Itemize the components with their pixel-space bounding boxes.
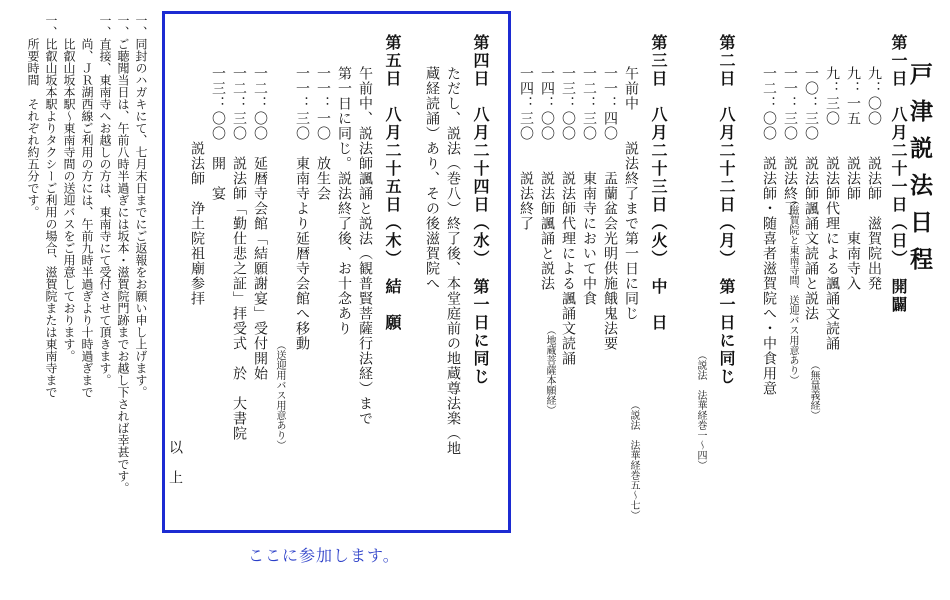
note-2: 一、ご聴聞当日は、午前八時半過ぎには坂本・滋賀院門跡までお越し下されば幸甚です。	[116, 14, 130, 494]
day1-sutra-note: （無量義経）	[808, 360, 819, 420]
note-3: 一、直接、東南寺へお越しの方は、東南寺にて受付させて頂きます。	[98, 14, 112, 386]
day3-sutra-note: （説法 法華経巻五〜七）	[628, 400, 639, 520]
day3-sutra-note-2: （地蔵菩薩本願経）	[544, 325, 555, 415]
day1-line-5: 一一：三〇 説法終了	[782, 66, 798, 216]
day1-line-2: 九：一五 説法師 東南寺入	[845, 66, 861, 291]
day5-line-2: 第一日に同じ。説法終了後、お十念あり	[336, 66, 352, 336]
note-1: 一、同封のハガキにて、七月末日までにご返報をお願い申し上げます。	[134, 14, 148, 398]
day5-line-3: 一一：一〇 放生会	[315, 66, 331, 201]
note-5: 比叡山坂本駅〜東南寺間の送迎バスをご用意しております。	[62, 14, 76, 362]
participation-caption: ここに参加します。	[248, 546, 400, 565]
day5-line-4: 一一：三〇 東南寺より延暦寺会館へ移動	[294, 66, 310, 351]
day1-line-4: 一〇：三〇 説法師諷誦文読誦と説法	[803, 66, 819, 321]
day1-line-3: 九：三〇 説法師代理による諷誦文読誦	[824, 66, 840, 351]
day1-bus-note: （滋賀院と東南寺間、送迎バス用意あり）	[787, 195, 798, 385]
day1-line-1: 九：〇〇 説法師 滋賀院出発	[866, 66, 882, 291]
day5-heading: 第五日 八月二十五日（木） 結 願	[383, 34, 402, 332]
note-7: 所要時間 それぞれ約五分です。	[26, 14, 40, 218]
day5-line-8: 説法師 浄土院祖廟参拝	[189, 66, 205, 306]
document-title: 戸津説法日程	[906, 62, 933, 284]
day5-line-6: 一二：三〇 説法師「勤仕悲之証」拝受式 於 大書院	[231, 66, 247, 441]
note-4: 尚、ＪＲ湖西線ご利用の方には、午前九時半過ぎより十時過ぎまで	[80, 14, 94, 398]
day5-line-1: 午前中、説法師諷誦と説法（観普賢菩薩行法経）まで	[357, 66, 373, 426]
day5-line-7: 一三：〇〇 開 宴	[210, 66, 226, 201]
day3-line-2: 一一：四〇 盂蘭盆会光明供施餓鬼法要	[602, 66, 618, 351]
day4-line-2: 蔵経読誦）あり、その後滋賀院へ	[424, 66, 440, 291]
day1-heading: 第一日 八月二十一日（日） 開闢	[889, 34, 908, 314]
day3-heading: 第三日 八月二十三日（火） 中 日	[649, 34, 668, 332]
end-mark: 以 上	[167, 440, 183, 485]
day5-bus-note: （送迎用バス用意あり）	[274, 340, 285, 450]
day3-line-6: 一四：三〇 説法終了	[518, 66, 534, 231]
day2-heading: 第二日 八月二十二日（月） 第一日に同じ	[717, 34, 736, 386]
day4-heading: 第四日 八月二十四日（水） 第一日に同じ	[471, 34, 490, 386]
day3-line-4: 一三：〇〇 説法師代理による諷誦文読誦	[560, 66, 576, 366]
day1-line-6: 一二：〇〇 説法師・随喜者滋賀院へ・中食用意	[761, 66, 777, 396]
day3-line-5: 一四：〇〇 説法師諷誦と説法	[539, 66, 555, 291]
day4-line-1: ただし、説法（巻八）終了後、本堂庭前の地蔵尊法楽（地	[445, 66, 461, 456]
day3-line-3: 一二：三〇 東南寺において中食	[581, 66, 597, 306]
day5-line-5: 一二：〇〇 延暦寺会館「結願謝宴」受付開始	[252, 66, 268, 381]
note-6: 一、比叡山坂本駅よりタクシーご利用の場合、滋賀院または東南寺まで	[44, 14, 58, 398]
day3-line-1: 午前中 説法終了まで第一日に同じ	[623, 66, 639, 321]
day2-sutra-note: （説法 法華経巻一〜四）	[695, 350, 706, 470]
